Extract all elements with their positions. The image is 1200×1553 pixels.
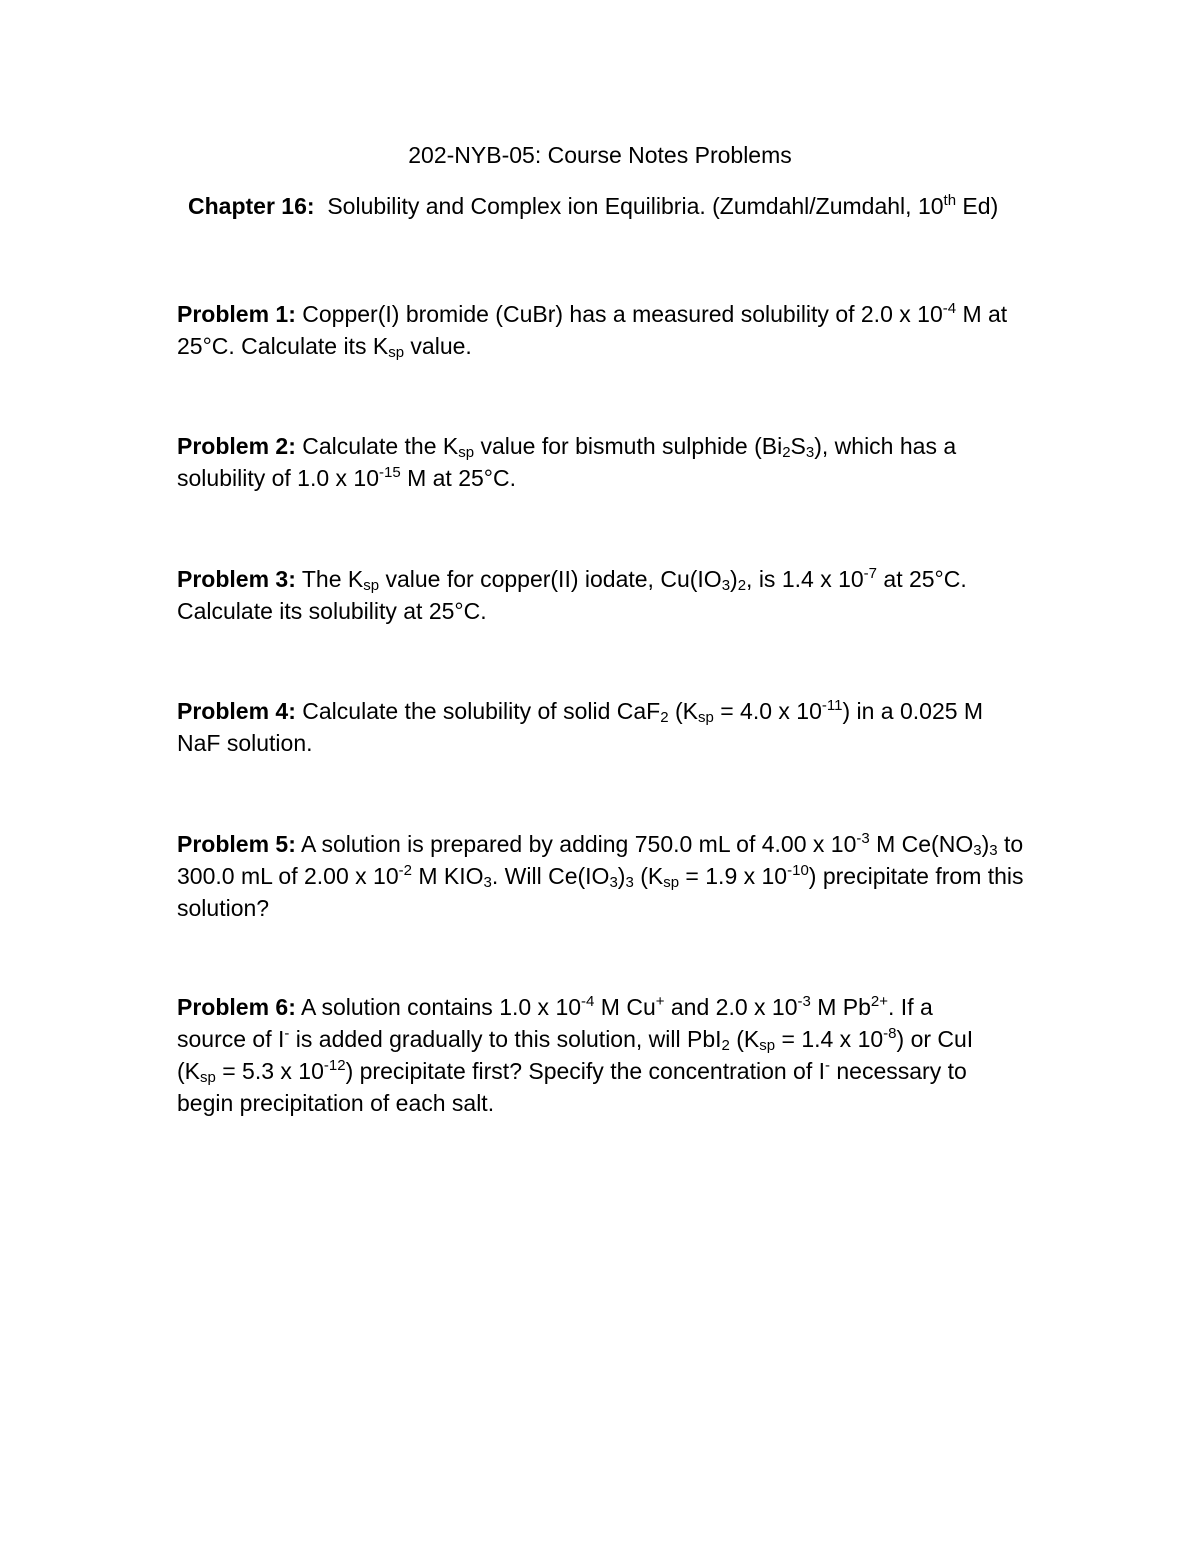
chapter-colon: :: [306, 193, 315, 219]
document-title: 202-NYB-05: Course Notes Problems: [408, 142, 792, 168]
chapter-edition-suffix: th: [943, 192, 957, 209]
problem-label: Problem 1: [177, 301, 289, 327]
chapter-tail: Ed): [956, 193, 999, 219]
problem-label: Problem 4: [177, 698, 289, 724]
chapter-text: Solubility and Complex ion Equilibria. (Zumdahl/Zumdahl, 10: [314, 193, 944, 219]
problem-label: Problem 6: [177, 994, 289, 1020]
problem-3: Problem 3: The $K_{sp}$ value for copper(II) iodate, $Cu(IO_3)_2$, is 1.4 x $10^{-7}$ at 25°C. Calculate its solubility at 25°C.: [177, 565, 967, 624]
problem-label: Problem 5: [177, 831, 289, 857]
chapter-heading: [188, 191, 998, 221]
problem-1: Problem 1: Copper(I) bromide (CuBr) has a measured solubility of 2.0 x $10^{-4}$ M at 25°C. Calculate its $K_{sp}$ value.: [177, 300, 1008, 361]
problem-6: Problem 6: A solution contains 1.0 x $10^{-4}$ M Cu+ and 2.0 x $10^{-3}$ M $Pb^{2+}$. If a source of I- is added gradually to this solution, will PbI$_2$ ($K_{sp} = 1.4$ x $10^{-8}$) or CuI ($K_{sp} = 5.3$ x $10^{-12}$) precipitate first? Specify the concentration of I- necessary to begin precipitation of each salt.: [177, 993, 974, 1116]
problem-label: Problem 3: [177, 566, 289, 592]
chapter-label: Chapter 16: [188, 193, 307, 219]
problem-2: Problem 2: Calculate the $K_{sp}$ value for bismuth sulphide $(Bi_2S_3)$, which has a solubility of 1.0 x $10^{-15}$ M at 25°C.: [177, 433, 957, 491]
problem-5: Problem 5: A solution is prepared by adding 750.0 mL of 4.00 x $10^{-3}$ M $Ce(NO_3)_3$ to 300.0 mL of 2.00 x $10^{-2}$ M $KIO_3$. Will $Ce(IO_3)_3$ ($K_{sp} = 1.9$ x $10^{-10}$) precipitate from this solution?: [177, 830, 1024, 921]
problem-4: Problem 4: Calculate the solubility of solid CaF$_2$ ($K_{sp} = 4.0$ x $10^{-11}$) in a 0.025 M NaF solution.: [177, 697, 984, 756]
problem-label: Problem 2:: [177, 433, 296, 459]
